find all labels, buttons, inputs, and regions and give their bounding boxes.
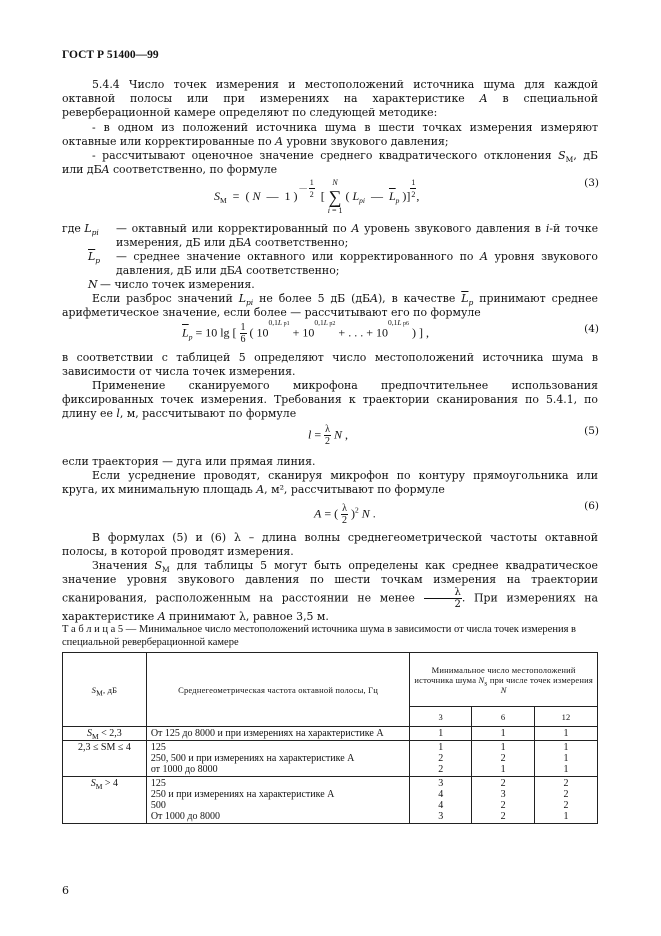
definition-lp-mean: $\overline{L}_p$ — среднее значение октавного или корректированного по A уровня звукового давления, дБ или дБA соответственно;	[88, 250, 598, 278]
paragraph-spread: Если разброс значений $L_{pi}$ не более 5 дБ (дБA), в качестве $\overline{L}_p$ принимают среднее арифметическое значение, если более — рассчитывают его по формуле	[62, 292, 598, 320]
definition-n: N — число точек измерения.	[88, 278, 255, 291]
col-3: 3	[410, 707, 472, 727]
paragraph-table5-ref: в соответствии с таблицей 5 определяют число местоположений источника шума в зависимости от числа точек измерения.	[62, 351, 598, 379]
paragraph-values: Значения $S_М$ для таблицы 5 могут быть определены как среднее квадратическое значение уровня звукового давления по шести точкам измерения на траектории сканирования, расположенным на расстоянии не менее $\frac{\lambda}{2}$ . При измерениях на характеристике A принимают λ, равное 3,5 м.	[62, 559, 599, 624]
sm-condition: $S_М < 2,3$	[63, 727, 147, 741]
page-number: 6	[62, 884, 69, 897]
paragraph-scanning: Применение сканируемого микрофона предпочтительнее использования фиксированных точек измерения. Требования к траектории сканирования по 5.4.1, по длину ее l, м, рассчитывают по формуле	[62, 379, 598, 421]
value-cell: 1	[535, 727, 598, 741]
frequency-cell: 125 250 и при измерениях на характеристике A 500 От 1000 до 8000	[146, 777, 410, 824]
value-cell: 1 1 1	[535, 741, 598, 777]
table-header-row	[63, 653, 598, 707]
formula-5: l = $\frac{\lambda}{2}$ N ,	[308, 424, 348, 447]
paragraph-trajectory: если траектория — дуга или прямая линия.	[62, 455, 316, 468]
col-6: 6	[472, 707, 535, 727]
header-frequency: Среднегеометрическая частота октавной полосы, Гц	[146, 653, 410, 727]
value-cell: 1	[472, 727, 535, 741]
equation-number-5: (5)	[584, 425, 599, 437]
equation-number-6: (6)	[584, 500, 599, 512]
formula-4: $\overline{L}_p = 10$ lg [ $\frac{1}{6}$ ( $10^{0,1L p1} + 10^{0,1L p2}$ + . . . + $10^{0,1L p6}$ ) ] ,	[182, 318, 430, 345]
table-5	[62, 652, 598, 824]
frequency-cell: От 125 до 8000 и при измерениях на характеристике A	[146, 727, 410, 741]
definition-lpi: где $L_{pi}$ — октавный или корректированный по A уровень звукового давления в i-й точке измерения, дБ или дБA соответственно;	[62, 222, 599, 250]
sm-condition: 2,3 ≤ SM ≤ 4	[63, 741, 147, 777]
value-cell: 3 4 4 3	[410, 777, 472, 824]
paragraph-rectangle: Если усреднение проводят, сканируя микрофон по контуру прямоугольника или круга, их минимальную площадь A, м², рассчитывают по формуле	[62, 469, 598, 497]
sm-condition: $S_М > 4$	[63, 777, 147, 824]
table-row	[63, 741, 598, 777]
value-cell: 2 2 2 1	[535, 777, 598, 824]
table-5-caption: Т а б л и ц а 5 — Минимальное число местоположений источника шума в зависимости от числа точек измерения в специальной реверберационной камере	[62, 624, 576, 648]
value-cell: 2 3 2 2	[472, 777, 535, 824]
header-sm: $S_М$, дБ	[63, 653, 147, 727]
formula-3: $S_М$ = ( N — 1 ) $^{— \frac{1}{2}}$ [ N ∑ i = 1 ( $L_{pi}$ — $\overline{L}_p$ )] $^{\frac{1}{2}}$ ,	[214, 177, 420, 215]
standard-header: ГОСТ Р 51400—99	[62, 49, 159, 61]
value-cell: 1	[410, 727, 472, 741]
paragraph-5-4-4: 5.4.4 Число точек измерения и местоположений источника шума для каждой октавной полосы или при измерениях на характеристике A в специальной реверберационной камере определяют по следующей методике: - в одном из положений источника шума в шести точках измерения измеряют октавные или корректированные по A уровни звукового давления; - рассчитывают оценочное значение среднего квадратического отклонения $S_М$, дБ или дБA соответственно, по формуле	[62, 78, 599, 177]
formula-6: A = ( $\frac{\lambda}{2}$ )$^2$ N .	[314, 503, 376, 526]
table-row	[63, 777, 598, 824]
col-12: 12	[535, 707, 598, 727]
value-cell: 1 2 1	[472, 741, 535, 777]
paragraph-lambda: В формулах (5) и (6) λ – длина волны среднегеометрической частоты октавной полосы, в которой проводят измерения.	[62, 531, 598, 559]
frequency-cell: 125 250, 500 и при измерениях на характеристике A от 1000 до 8000	[146, 741, 410, 777]
value-cell: 1 2 2	[410, 741, 472, 777]
header-min-positions: Минимальное число местоположений источника шума $N_s$ при числе точек измерения N	[410, 653, 598, 707]
equation-number-4: (4)	[584, 323, 599, 335]
equation-number-3: (3)	[584, 177, 599, 189]
table-row	[63, 727, 598, 741]
